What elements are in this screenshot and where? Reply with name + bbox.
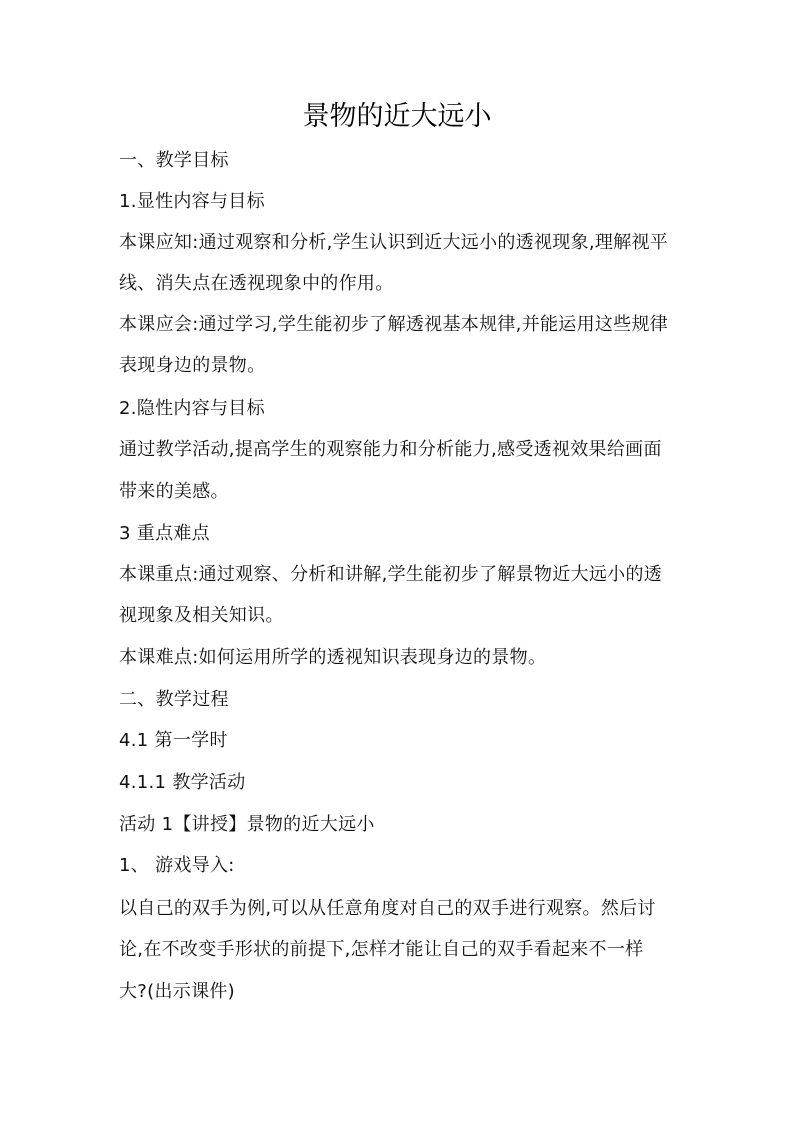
- list-item-game-intro: 1、 游戏导入:: [119, 855, 235, 876]
- paragraph-line: 表现身边的景物。: [119, 355, 266, 376]
- section-heading-process: 二、教学过程: [119, 689, 229, 710]
- subheading-activities: 4.1.1 教学活动: [119, 772, 246, 793]
- activity-heading: 活动 1【讲授】景物的近大远小: [119, 814, 375, 835]
- paragraph-line: 大?(出示课件): [119, 981, 235, 1002]
- subheading-implicit-goals: 2.隐性内容与目标: [119, 398, 265, 419]
- paragraph-line: 论,在不改变手形状的前提下,怎样才能让自己的双手看起来不一样: [119, 939, 644, 960]
- document-title: 景物的近大远小: [302, 101, 492, 132]
- paragraph-line: 带来的美感。: [119, 481, 229, 502]
- paragraph-line: 以自己的双手为例,可以从任意角度对自己的双手进行观察。然后讨: [119, 898, 656, 919]
- subheading-first-lesson: 4.1 第一学时: [119, 730, 228, 751]
- paragraph-line: 视现象及相关知识。: [119, 605, 284, 626]
- paragraph-line: 本课应知:通过观察和分析,学生认识到近大远小的透视现象,理解视平: [119, 232, 669, 253]
- subheading-key-points: 3 重点难点: [119, 523, 210, 544]
- paragraph-line: 通过教学活动,提高学生的观察能力和分析能力,感受透视效果给画面: [119, 439, 662, 460]
- section-heading-objectives: 一、教学目标: [119, 150, 229, 171]
- subheading-explicit-goals: 1.显性内容与目标: [119, 191, 265, 212]
- paragraph-line: 本课重点:通过观察、分析和讲解,学生能初步了解景物近大远小的透: [119, 564, 663, 585]
- paragraph-line: 本课难点:如何运用所学的透视知识表现身边的景物。: [119, 647, 547, 668]
- paragraph-line: 线、消失点在透视现象中的作用。: [119, 273, 394, 294]
- paragraph-line: 本课应会:通过学习,学生能初步了解透视基本规律,并能运用这些规律: [119, 314, 669, 335]
